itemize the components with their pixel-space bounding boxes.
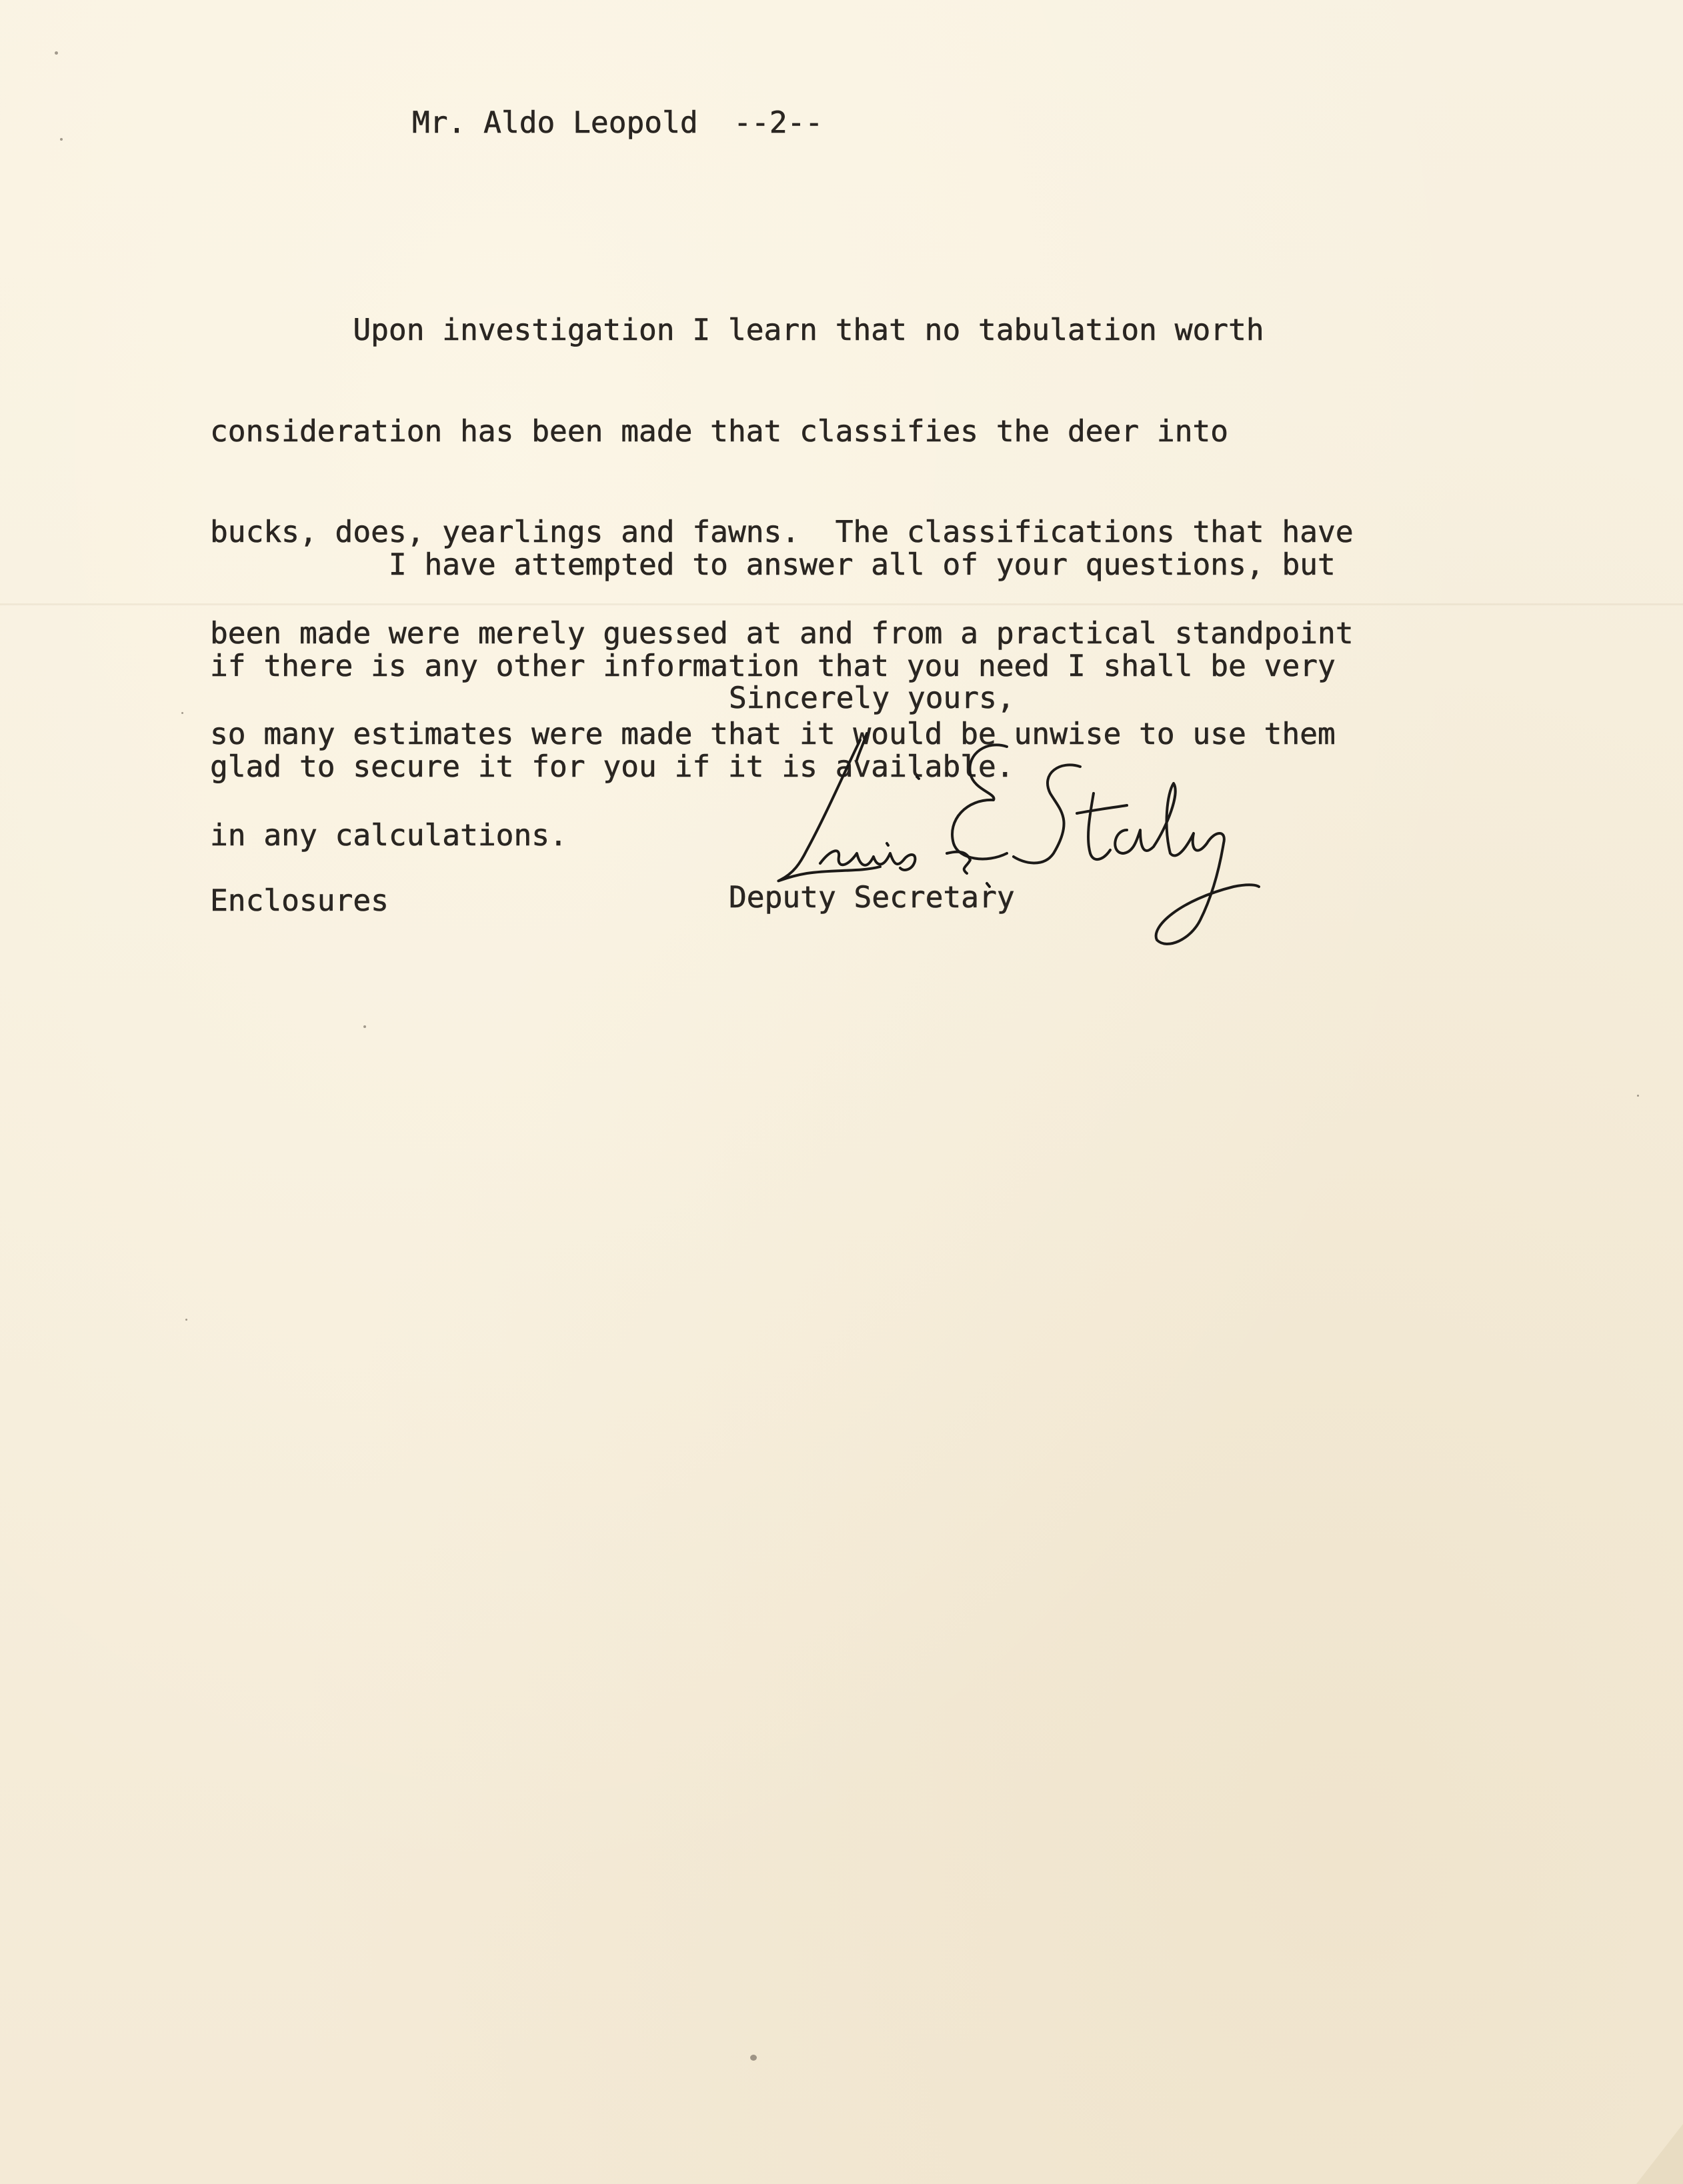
- paragraph-line: I have attempted to answer all of your questions, but: [210, 548, 1336, 582]
- paragraph-line: so many estimates were made that it would be unwise to use them: [210, 717, 1336, 751]
- paper-speck: [1637, 1095, 1639, 1097]
- paper-speck: [750, 2055, 757, 2061]
- paragraph-line: if there is any other information that you need I shall be very: [210, 649, 1336, 683]
- paper-speck: [60, 138, 63, 141]
- paper-speck: [363, 1025, 366, 1028]
- paper-corner-fold: [1636, 2124, 1683, 2184]
- closing-salutation: Sincerely yours,: [729, 681, 1015, 715]
- paragraph-line: consideration has been made that classifies the deer into: [210, 414, 1229, 449]
- page-header: Mr. Aldo Leopold --2--: [412, 106, 823, 140]
- paper-speck: [181, 712, 183, 714]
- handwritten-signature: [767, 720, 1260, 960]
- paragraph-line: bucks, does, yearlings and fawns. The classifications that have: [210, 515, 1354, 549]
- enclosures-note: Enclosures: [210, 884, 389, 918]
- paragraph-line: in any calculations.: [210, 818, 567, 853]
- paragraph-line: glad to secure it for you if it is available.: [210, 750, 1014, 784]
- paragraph-line: Upon investigation I learn that no tabulation worth: [210, 313, 1264, 347]
- paper-speck: [55, 51, 58, 55]
- signer-title: Deputy Secretary: [729, 881, 1015, 915]
- paper-speck: [185, 1319, 187, 1321]
- paragraph-line: been made were merely guessed at and from a practical standpoint: [210, 616, 1354, 651]
